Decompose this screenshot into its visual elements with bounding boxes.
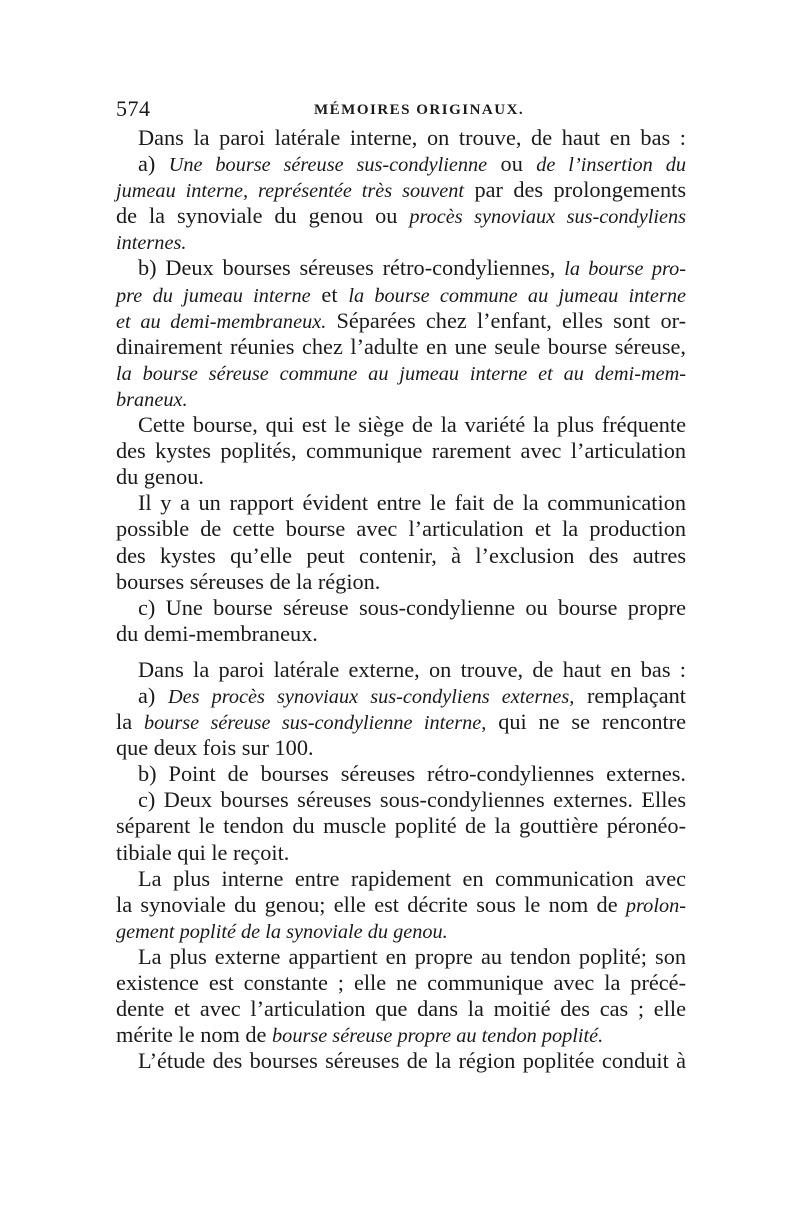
text-line bbox=[116, 709, 686, 735]
italic-run: la bourse pro- bbox=[564, 258, 687, 281]
text-run: La plus interne entre rapidement en communication avec bbox=[138, 865, 686, 891]
text-line bbox=[116, 308, 686, 334]
text-line bbox=[116, 1022, 686, 1048]
text-run: ou bbox=[487, 151, 537, 177]
text-run: a) bbox=[138, 151, 169, 177]
text-line bbox=[116, 386, 686, 412]
text-line bbox=[116, 282, 686, 308]
text-line bbox=[116, 970, 686, 996]
running-head: MÉMOIRES ORIGINAUX. bbox=[314, 102, 525, 118]
text-run: que deux fois sur 100. bbox=[116, 735, 314, 761]
italic-run: gement poplité de la synoviale du genou. bbox=[116, 920, 448, 943]
text-run: de la synoviale du genou ou bbox=[116, 203, 410, 229]
text-line bbox=[116, 944, 686, 970]
text-run: du genou. bbox=[116, 464, 204, 490]
text-run: Il y a un rapport évident entre le fait de la communication bbox=[138, 490, 686, 516]
text-run: Dans la paroi latérale interne, on trouve, de haut en bas : bbox=[138, 125, 686, 150]
text-line bbox=[116, 683, 686, 709]
italic-run: la bourse séreuse commune au jumeau interne et au demi-mem- bbox=[116, 362, 686, 385]
text-run: b) Deux bourses séreuses rétro-condyliennes, bbox=[138, 255, 565, 281]
text-run: mérite le nom de bbox=[116, 1022, 273, 1048]
text-line bbox=[116, 464, 686, 490]
italic-run: bourse séreuse sus-condylienne interne, bbox=[143, 712, 487, 735]
italic-run: la bourse commune au jumeau interne bbox=[348, 284, 686, 307]
text-run: séparent le tendon du muscle poplité de la gouttière péronéo- bbox=[116, 813, 686, 839]
text-line bbox=[116, 229, 686, 255]
text-run: L’étude des bourses séreuses de la région poplitée conduit à bbox=[138, 1048, 686, 1074]
text-run: tibiale qui le reçoit. bbox=[116, 839, 290, 865]
italic-run: prolon- bbox=[625, 894, 686, 917]
text-run: dinairement réunies chez l’adulte en une seule bourse séreuse, bbox=[116, 333, 686, 359]
text-run: la synoviale du genou; elle est décrite sous le nom de bbox=[116, 891, 626, 917]
text-run: par des prolongements bbox=[464, 177, 686, 203]
text-run: bourses séreuses de la région. bbox=[116, 568, 381, 594]
text-run: a) bbox=[138, 682, 168, 708]
text-line bbox=[116, 203, 686, 229]
text-run: possible de cette bourse avec l’articulation et la production bbox=[116, 516, 686, 542]
text-line bbox=[116, 787, 686, 813]
text-run: et bbox=[310, 281, 349, 307]
text-run: qui ne se rencontre bbox=[486, 709, 687, 735]
text-line bbox=[116, 996, 686, 1022]
text-line bbox=[116, 840, 686, 866]
text-run: c) Deux bourses séreuses sous-condyliennes externes. Elles bbox=[138, 787, 686, 813]
text-run: Dans la paroi latérale externe, on trouve, de haut en bas : bbox=[138, 656, 686, 682]
text-line bbox=[116, 735, 686, 761]
italic-run: jumeau interne, représentée très souvent bbox=[116, 180, 465, 203]
text-line bbox=[116, 892, 686, 918]
italic-run: et au demi-membraneux. bbox=[116, 310, 327, 333]
text-run: Cette bourse, qui est le siège de la variété la plus fréquente bbox=[138, 412, 686, 438]
text-line bbox=[116, 569, 686, 595]
text-run: dente et avec l’articulation que dans la moitié des cas ; elle bbox=[116, 996, 686, 1022]
italic-run: Des procès synoviaux sus-condyliens externes, bbox=[167, 685, 575, 708]
text-run: Séparées chez l’enfant, elles sont or- bbox=[326, 307, 686, 333]
text-line bbox=[116, 255, 686, 281]
italic-run: pre du jumeau interne bbox=[116, 284, 311, 307]
text-run: remplaçant bbox=[574, 682, 686, 708]
text-run: du demi-membraneux. bbox=[116, 620, 318, 646]
text-run: des kystes poplités, communique rarement avec l’articulation bbox=[116, 438, 686, 464]
italic-run: braneux. bbox=[116, 388, 188, 411]
text-line bbox=[116, 595, 686, 621]
italic-run: Une bourse séreuse sus-condylienne bbox=[168, 154, 488, 177]
text-run: existence est constante ; elle ne communique avec la précé- bbox=[116, 970, 686, 995]
text-line bbox=[116, 657, 686, 683]
italic-run: procès synoviaux sus-condyliens bbox=[409, 206, 687, 229]
text-run: c) Une bourse séreuse sous-condylienne ou bourse propre bbox=[138, 594, 686, 620]
paragraph-gap bbox=[116, 647, 686, 657]
body-text bbox=[116, 125, 686, 1074]
page-header bbox=[116, 96, 686, 126]
italic-run: bourse séreuse propre au tendon poplité. bbox=[272, 1025, 604, 1048]
text-line bbox=[116, 918, 686, 944]
text-line bbox=[116, 412, 686, 438]
text-line bbox=[116, 761, 686, 787]
text-line bbox=[116, 151, 686, 177]
text-line bbox=[116, 866, 686, 892]
text-line bbox=[116, 813, 686, 839]
text-line bbox=[116, 543, 686, 569]
italic-run: de l’insertion du bbox=[536, 154, 686, 177]
text-line bbox=[116, 334, 686, 360]
text-run: b) Point de bourses séreuses rétro-condyliennes externes. bbox=[138, 761, 686, 787]
text-run: la bbox=[116, 709, 144, 735]
text-line bbox=[116, 1048, 686, 1074]
text-run: des kystes qu’elle peut contenir, à l’exclusion des autres bbox=[116, 542, 686, 568]
page-number: 574 bbox=[116, 96, 151, 121]
text-run: La plus externe appartient en propre au tendon poplité; son bbox=[138, 943, 686, 969]
text-line bbox=[116, 360, 686, 386]
text-line bbox=[116, 438, 686, 464]
italic-run: internes. bbox=[116, 232, 187, 255]
text-line bbox=[116, 177, 686, 203]
text-line bbox=[116, 621, 686, 647]
text-line bbox=[116, 516, 686, 542]
text-line bbox=[116, 125, 686, 151]
text-line bbox=[116, 490, 686, 516]
